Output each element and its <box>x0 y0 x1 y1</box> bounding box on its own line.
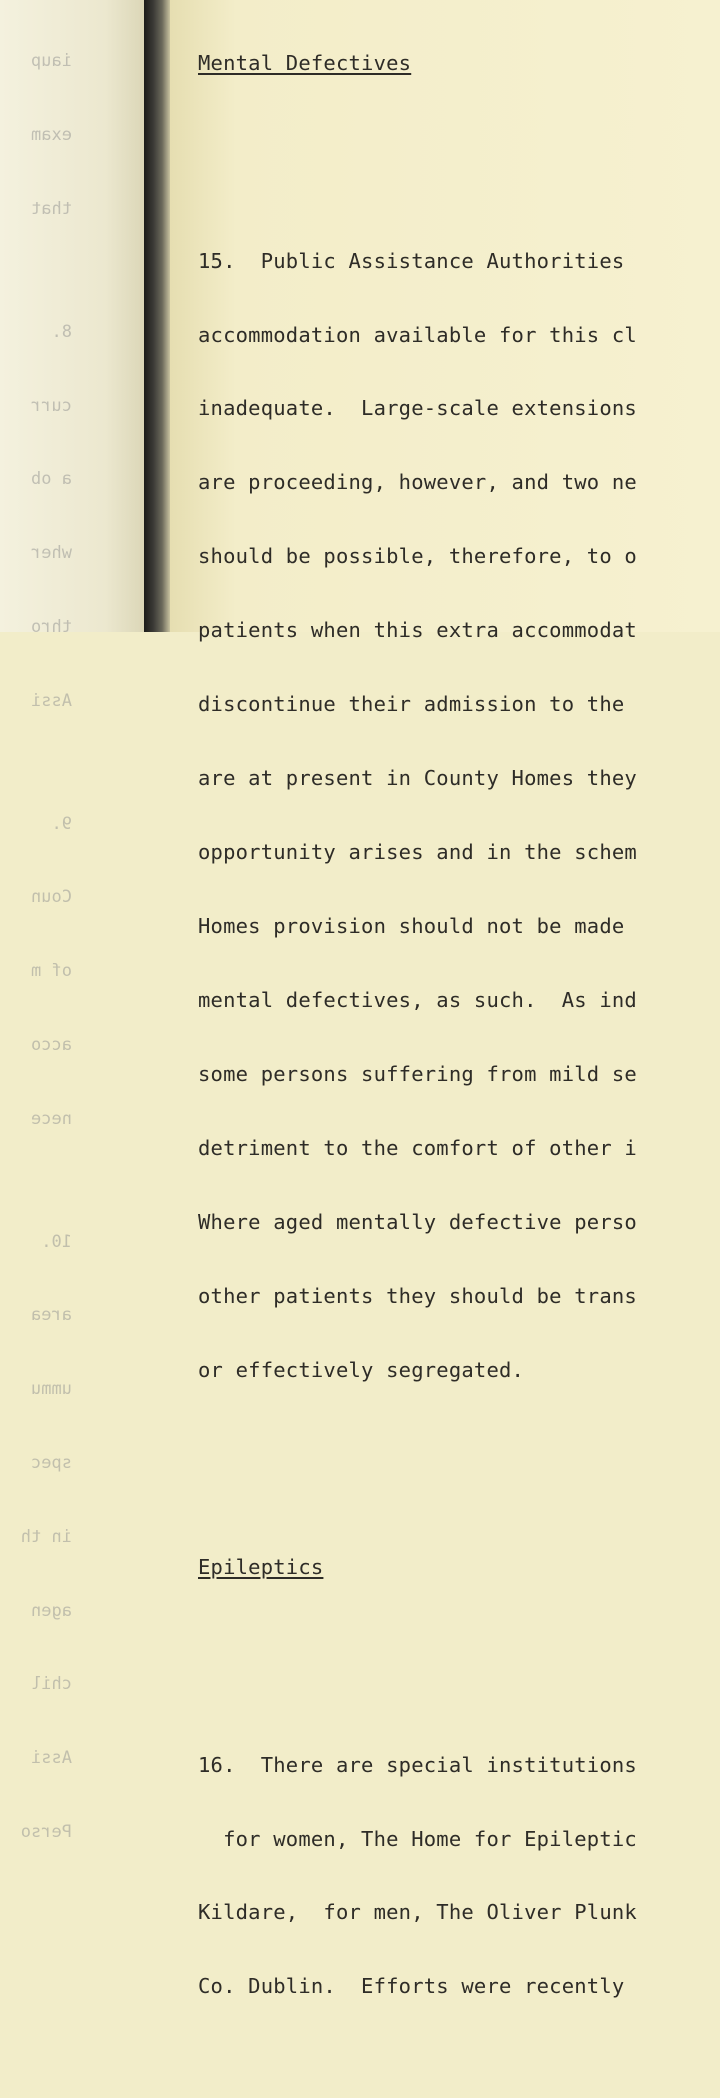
paragraph-line: Where aged mentally defective perso <box>198 1210 637 1235</box>
bleed-line: in th <box>20 1526 72 1547</box>
bleed-line: curr <box>31 395 72 416</box>
paragraph-line: Homes provision should not be made <box>198 914 625 939</box>
bleed-line: agen <box>31 1600 72 1621</box>
paragraph-line: accommodation available for this cl <box>198 322 637 347</box>
bleed-line: chil <box>31 1674 72 1695</box>
bleed-line: a ob <box>31 469 72 490</box>
bleed-line: iaup <box>31 51 72 72</box>
paragraph-line: other patients they should be trans <box>198 1284 637 1309</box>
paragraph-line: Co. Dublin. Efforts were recently <box>198 1974 625 1999</box>
paragraph-line: some persons suffering from mild se <box>198 1062 637 1087</box>
bleed-line: of m <box>31 961 72 982</box>
blank-line <box>198 1481 637 1506</box>
bleed-line: acco <box>31 1034 72 1055</box>
bleed-line: Coun <box>31 887 72 908</box>
blank-line <box>198 125 637 150</box>
typed-text-block <box>198 2 637 2098</box>
bleed-line: exam <box>31 124 72 145</box>
facing-page <box>0 0 150 1842</box>
section-heading-epileptics: Epileptics <box>198 1555 324 1580</box>
paragraph-line: patients when this extra accommodat <box>198 618 637 643</box>
bleed-line: Assi <box>31 690 72 711</box>
paragraph-line: inadequate. Large-scale extensions <box>198 396 637 421</box>
book-spine-shadow <box>144 0 170 632</box>
document-page <box>170 0 720 1999</box>
paragraph-15 <box>198 199 637 1432</box>
section-heading-mental-defectives: Mental Defectives <box>198 51 412 76</box>
facing-page-bleed-through <box>2 0 72 1894</box>
paragraph-line: 16. There are special institutions <box>198 1752 637 1777</box>
paragraph-line: for women, The Home for Epileptic <box>198 1826 637 1851</box>
paragraph-16 <box>198 1703 637 2048</box>
bleed-line: thro <box>31 616 72 637</box>
paragraph-line: should be possible, therefore, to o <box>198 544 637 569</box>
paragraph-line: opportunity arises and in the schem <box>198 840 637 865</box>
paragraph-line: are proceeding, however, and two ne <box>198 470 637 495</box>
bleed-line: ummu <box>31 1379 72 1400</box>
paragraph-line: detriment to the comfort of other i <box>198 1136 637 1161</box>
bleed-line: 8. <box>51 321 72 342</box>
paragraph-line: are at present in County Homes they <box>198 766 637 791</box>
bleed-line: 10. <box>41 1231 72 1252</box>
bleed-line: Assi <box>31 1748 72 1769</box>
paragraph-line: Kildare, for men, The Oliver Plunk <box>198 1900 637 1925</box>
paragraph-line: 15. Public Assistance Authorities <box>198 248 625 273</box>
blank-line <box>198 1629 637 1654</box>
bleed-line: nece <box>31 1108 72 1129</box>
paragraph-line: discontinue their admission to the <box>198 692 625 717</box>
paragraph-line: mental defectives, as such. As ind <box>198 988 637 1013</box>
bleed-line: area <box>31 1305 72 1326</box>
paragraph-line: or effectively segregated. <box>198 1358 525 1383</box>
bleed-line: Perso <box>20 1821 72 1842</box>
bleed-line: that <box>31 198 72 219</box>
bleed-line: 9. <box>51 813 72 834</box>
bleed-line: spec <box>31 1453 72 1474</box>
bleed-line: wher <box>31 543 72 564</box>
